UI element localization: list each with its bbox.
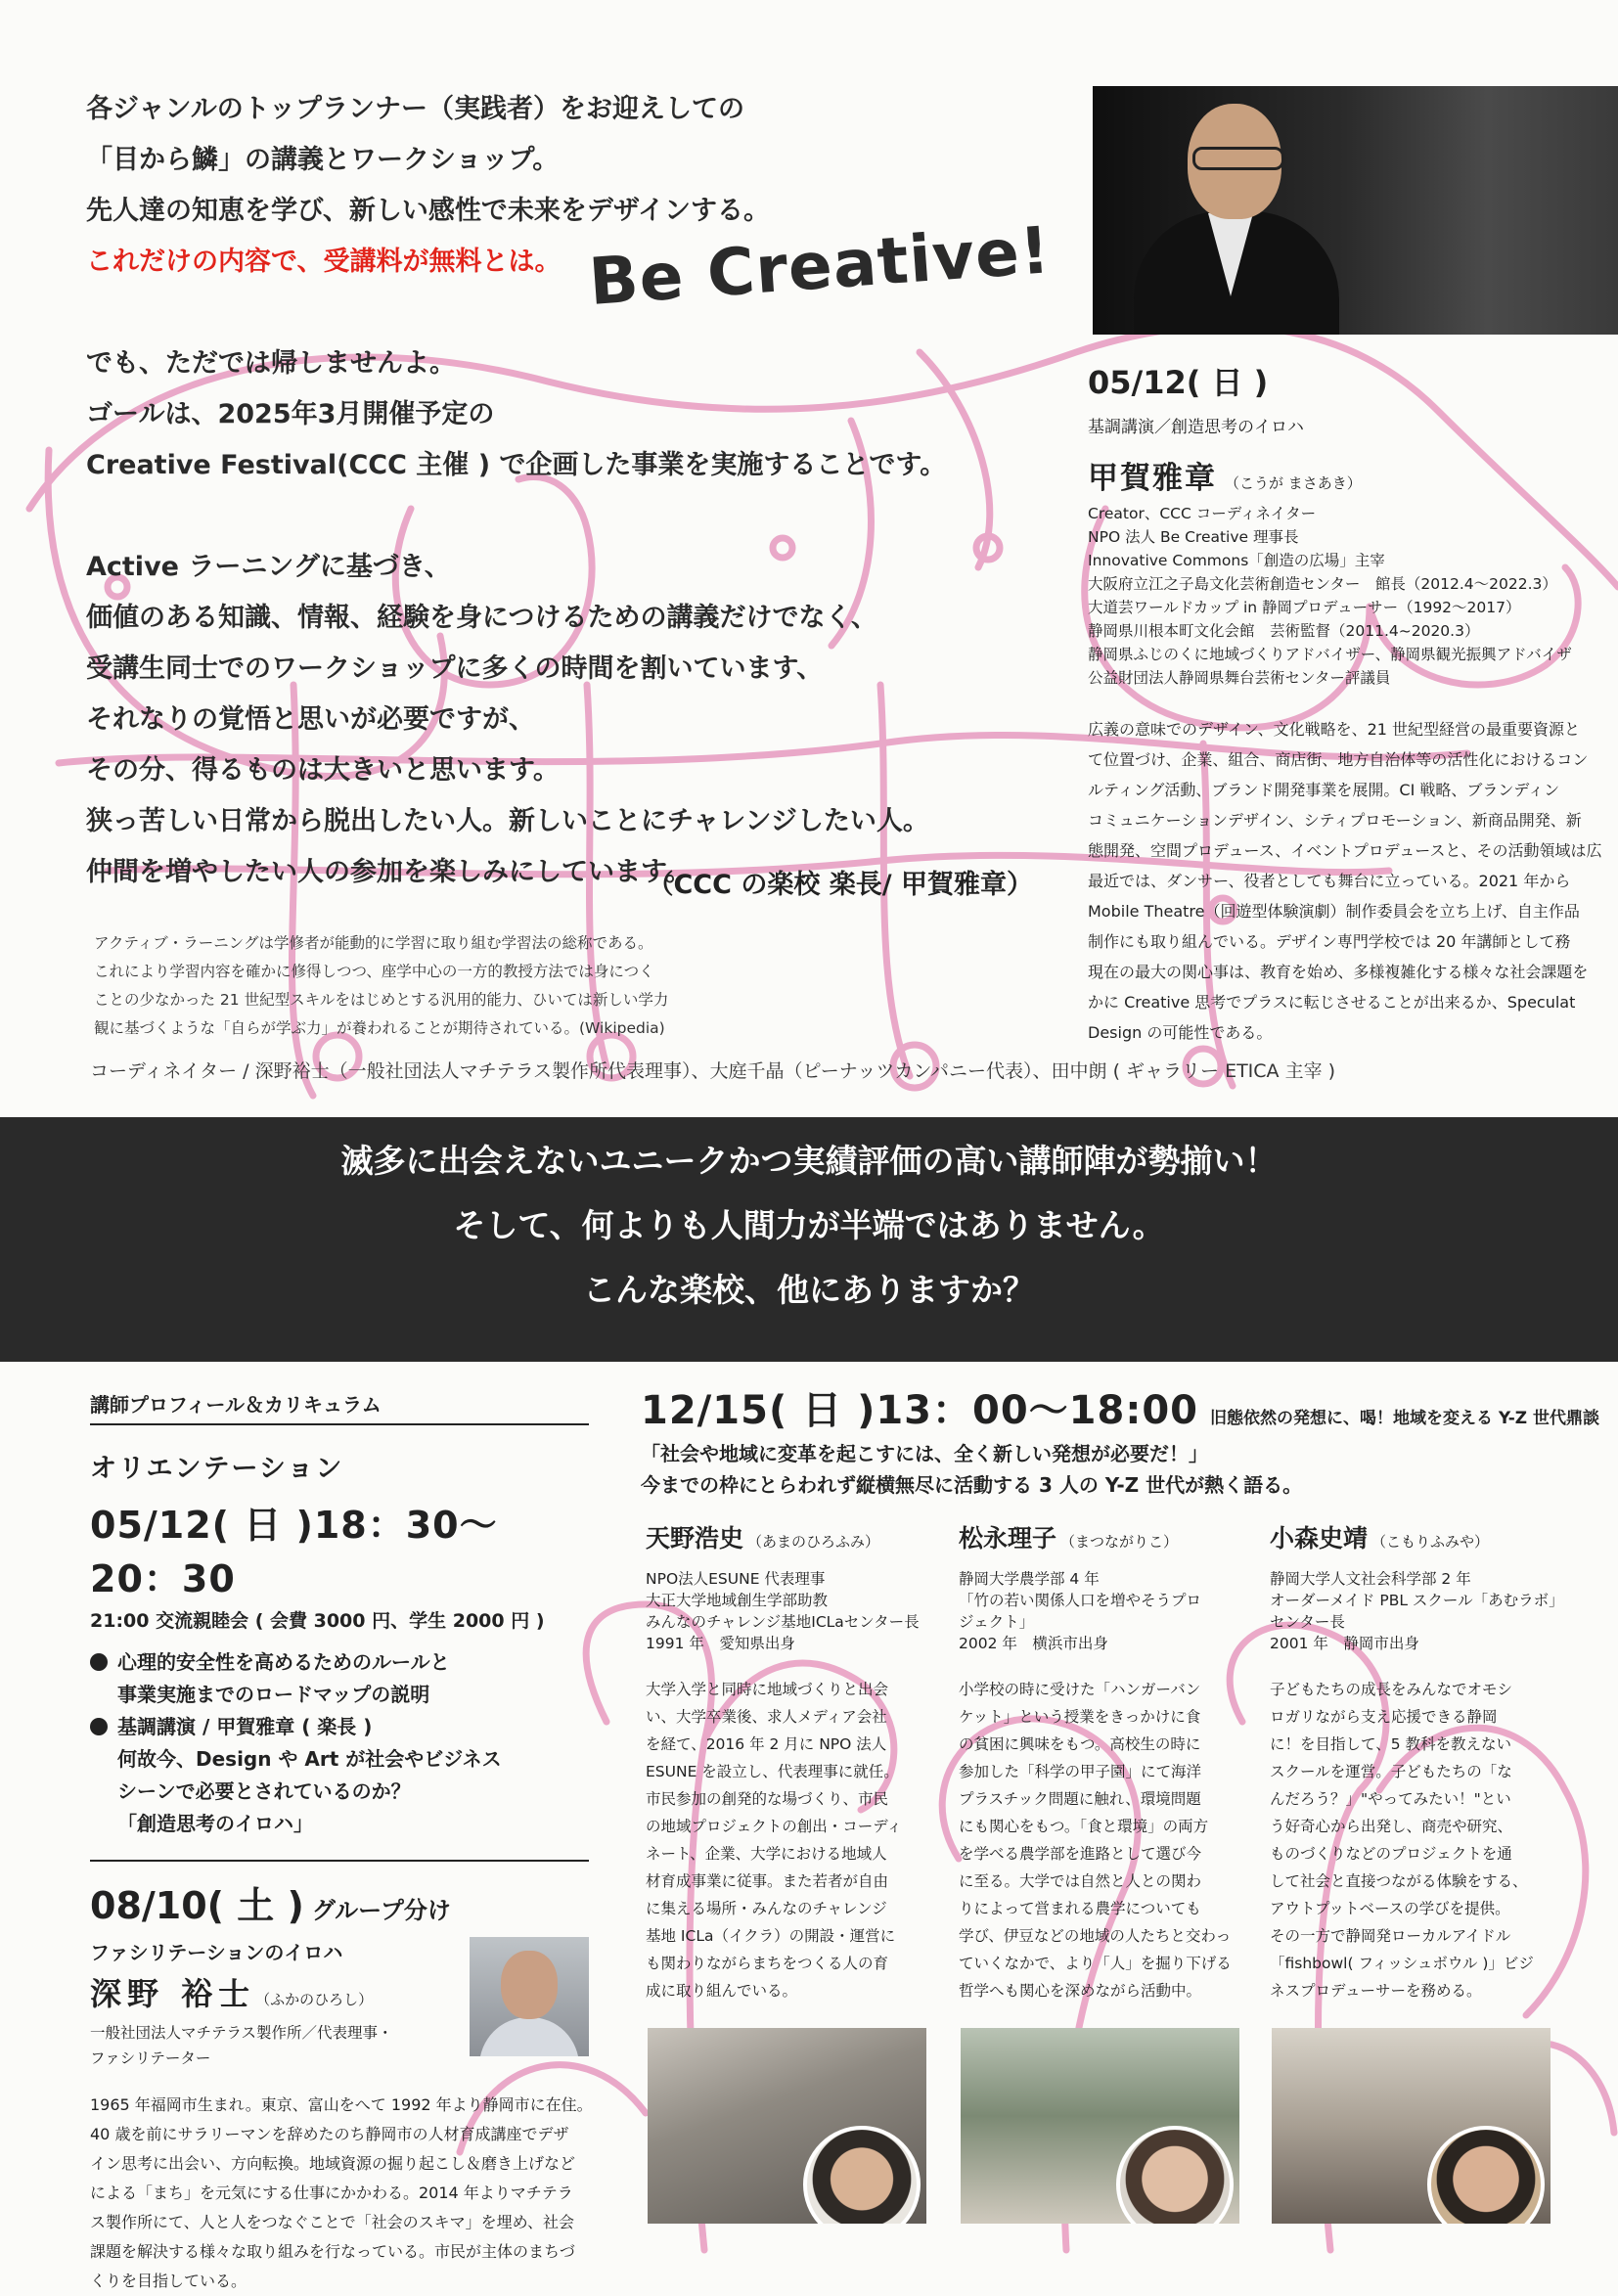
lead-line: 今までの枠にとらわれず縦横無尽に活動する 3 人の Y-Z 世代が熱く語る。 bbox=[641, 1473, 1303, 1497]
bio-line: の貧困に興味をもつ。高校生の時に bbox=[959, 1735, 1201, 1753]
orientation-date: 05/12( 日 )18：30～20：30 bbox=[90, 1504, 498, 1600]
keynote-credentials bbox=[1088, 502, 1618, 690]
group-session-date bbox=[90, 1875, 589, 1929]
panelist-name bbox=[959, 1519, 1242, 1554]
credential-line: 大道芸ワールドカップ in 静岡プロデューサー（1992～2017） bbox=[1088, 599, 1521, 616]
komori-classroom-photo bbox=[1272, 2028, 1551, 2224]
bio-line: その一方で静岡発ローカルアイドル bbox=[1270, 1927, 1511, 1945]
intro-line: 先人達の知恵を学び、新しい感性で未来をデザインする。 bbox=[86, 196, 771, 226]
bio-line: プラスチック問題に触れ、環境問題 bbox=[959, 1790, 1201, 1808]
aff-line: ジェクト」 bbox=[959, 1613, 1035, 1631]
intro-signature: （CCC の楽校 楽長/ 甲賀雅章） bbox=[647, 870, 1033, 900]
keynote-date: 05/12( 日 ) bbox=[1088, 364, 1269, 401]
bio-line: 現在の最大の関心事は、教育を始め、多様複雑化する様々な社会課題を bbox=[1088, 963, 1589, 981]
name-ruby: （まつながりこ） bbox=[1060, 1533, 1179, 1551]
yz-session-date bbox=[641, 1379, 1599, 1435]
name-ruby: （こもりふみや） bbox=[1371, 1533, 1490, 1551]
facilitation-title: ファシリテーションのイロハ bbox=[90, 1941, 343, 1964]
facilitator-name-text: 深野 裕士 bbox=[90, 1975, 256, 2012]
panelist-name bbox=[1270, 1519, 1563, 1554]
panelist-bio bbox=[959, 1676, 1242, 2004]
orientation-agenda bbox=[90, 1646, 589, 1840]
note-line: 観に基づくような「自らが学ぶ力」が養われることが期待されている。(Wikipedia) bbox=[94, 1019, 665, 1037]
bio-line: ESUNE を設立し、代表理事に就任。 bbox=[646, 1763, 899, 1780]
keynote-subtitle: 基調講演／創造思考のイロハ bbox=[1088, 418, 1304, 437]
lead-line: 「社会や地域に変革を起こすには、全く新しい発想が必要だ！」 bbox=[641, 1442, 1208, 1465]
curriculum-column bbox=[90, 1389, 593, 2296]
intro-line: 価値のある知識、情報、経験を身につけるための講義だけでなく、 bbox=[86, 603, 877, 633]
intro-highlight: これだけの内容で、受講料が無料とは。 bbox=[86, 247, 562, 277]
intro-line: 「目から鱗」の講義とワークショップ。 bbox=[86, 145, 560, 175]
facilitator-name bbox=[90, 1969, 470, 2014]
panelist-komori bbox=[1270, 1519, 1563, 2004]
bio-line: ネート、企業、大学における地域人 bbox=[646, 1845, 887, 1863]
note-line: アクティブ・ラーニングは学修者が能動的に学習に取り組む学習法の総称である。 bbox=[94, 934, 653, 952]
bio-line: 小学校の時に受けた「ハンガーバン bbox=[959, 1681, 1201, 1698]
be-creative-heading: Be Creative! bbox=[586, 212, 1054, 320]
keynote-bio bbox=[1088, 714, 1618, 1048]
aff-line: センター長 bbox=[1270, 1613, 1345, 1631]
bio-line: 40 歳を前にサラリーマンを辞めたのち静岡市の人材育成講座でデザ bbox=[90, 2125, 569, 2143]
bio-line: ロガリながら支え応援できる静岡 bbox=[1270, 1708, 1498, 1726]
aff-line: 静岡大学農学部 4 年 bbox=[959, 1570, 1100, 1588]
bio-line: ルティング活動、ブランド開発事業を展開。CI 戦略、ブランディン bbox=[1088, 781, 1560, 799]
bio-line: による「まち」を元気にする仕事にかかわる。2014 年よりマチテラ bbox=[90, 2183, 573, 2202]
banner-line: そして、何よりも人間力が半端ではありません。 bbox=[453, 1206, 1165, 1244]
highlight-banner bbox=[0, 1117, 1618, 1362]
bio-line: う好奇心から出発し、商売や研究、 bbox=[1270, 1818, 1513, 1835]
bio-line: Design の可能性である。 bbox=[1088, 1023, 1273, 1042]
yz-date-text: 12/15( 日 )13：00～18:00 bbox=[641, 1388, 1199, 1433]
intro-line: ゴールは、2025年3月開催予定の bbox=[86, 399, 495, 429]
bio-line: 材育成事業に従事。また若者が自由 bbox=[646, 1872, 889, 1890]
bullet-icon bbox=[90, 1653, 108, 1671]
bio-line: ネスプロデューサーを務める。 bbox=[1270, 1982, 1482, 2000]
name-text: 天野浩史 bbox=[646, 1524, 744, 1553]
note-line: ことの少なかった 21 世紀型スキルをはじめとする汎用的能力、ひいては新しい学力 bbox=[94, 991, 669, 1009]
bio-line: 成に取り組んでいる。 bbox=[646, 1982, 798, 2000]
bio-line: 1965 年福岡市生まれ。東京、富山をへて 1992 年より静岡市に在住。 bbox=[90, 2095, 593, 2114]
curriculum-section-title: 講師プロフィール＆カリキュラム bbox=[90, 1389, 589, 1425]
agenda-subline: シーンで必要とされているのか？ bbox=[117, 1779, 411, 1803]
credential-line: Innovative Commons「創造の広場」主宰 bbox=[1088, 552, 1385, 569]
aff-line: 2001 年 静岡市出身 bbox=[1270, 1635, 1419, 1652]
bio-line: ものづくりなどのプロジェクトを通 bbox=[1270, 1845, 1512, 1863]
intro-line: Active ラーニングに基づき、 bbox=[86, 552, 451, 582]
bio-line: に！を目指して、5 教科を教えない bbox=[1270, 1735, 1511, 1753]
name-text: 小森史靖 bbox=[1270, 1524, 1369, 1553]
bio-line: 市民参加の創発的な場づくり、市民 bbox=[646, 1790, 889, 1808]
orientation-party-note: 21:00 交流親睦会 ( 会費 3000 円、学生 2000 円 ) bbox=[90, 1610, 545, 1632]
intro-line: 仲間を増やしたい人の参加を楽しみにしています。 bbox=[86, 857, 692, 887]
aff-line: みんなのチャレンジ基地ICLaセンター長 bbox=[646, 1613, 920, 1631]
fukano-portrait-photo bbox=[470, 1937, 589, 2056]
bio-line: 基地 ICLa（イクラ）の開設・運営に bbox=[646, 1927, 896, 1945]
bullet-icon bbox=[90, 1718, 108, 1735]
matsunaga-face-photo bbox=[1116, 2126, 1234, 2224]
bio-line: を経て、2016 年 2 月に NPO 法人 bbox=[646, 1735, 887, 1753]
intro-line: 受講生同士でのワークショップに多くの時間を割いています、 bbox=[86, 653, 824, 684]
bio-line: 子どもたちの成長をみんなでオモシ bbox=[1270, 1681, 1513, 1698]
yz-lead bbox=[641, 1438, 1302, 1501]
aff-line: 大正大学地域創生学部助教 bbox=[646, 1592, 829, 1609]
bio-line: も関わりながらまちをつくる人の育 bbox=[646, 1955, 889, 1972]
keynote-speaker-name bbox=[1088, 453, 1362, 497]
credential-line: 公益財団法人静岡県舞台芸術センター評議員 bbox=[1088, 669, 1391, 687]
speaker-ruby: （こうが まさあき） bbox=[1225, 474, 1362, 492]
amano-workshop-photo bbox=[648, 2028, 926, 2224]
kouga-portrait-photo bbox=[1093, 86, 1618, 335]
bio-line: コミュニケーションデザイン、シティプロモーション、新商品開発、新 bbox=[1088, 811, 1582, 830]
credential-line: NPO 法人 Be Creative 理事長 bbox=[1088, 528, 1299, 546]
note-line: これにより学習内容を確かに修得しつつ、座学中心の一方的教授方法では身につく bbox=[94, 963, 654, 980]
agenda-subline: 事業実施までのロードマップの説明 bbox=[117, 1683, 430, 1706]
bio-line: を学べる農学部を進路として選び今 bbox=[959, 1845, 1202, 1863]
speaker-name: 甲賀雅章 bbox=[1088, 461, 1217, 496]
intro-line: 各ジャンルのトップランナー（実践者）をお迎えしての bbox=[86, 94, 744, 124]
bio-line: ス製作所にて、人と人をつなぐことで「社会のスキマ」を埋め、社会 bbox=[90, 2213, 575, 2231]
panelist-affiliation bbox=[959, 1568, 1242, 1654]
name-text: 松永理子 bbox=[959, 1524, 1057, 1553]
bio-line: アウトプットベースの学びを提供。 bbox=[1270, 1900, 1510, 1917]
panelist-amano bbox=[646, 1519, 929, 2004]
intro-line: その分、得るものは大きいと思います。 bbox=[86, 755, 560, 786]
amano-face-photo bbox=[803, 2126, 921, 2224]
bio-line: にも関心をもつ。「食と環境」の両方 bbox=[959, 1818, 1209, 1835]
intro-line: Creative Festival(CCC 主催 ) で企画した事業を実施することです。 bbox=[86, 450, 947, 480]
bio-line: スクールを運営。子どもたちの「な bbox=[1270, 1763, 1512, 1780]
name-ruby: （あまのひろふみ） bbox=[747, 1533, 880, 1551]
credential-line: 大阪府立江之子島文化芸術創造センター 館長（2012.4～2022.3） bbox=[1088, 575, 1557, 593]
intro-line: 狭っ苦しい日常から脱出したい人。新しいことにチャレンジしたい人。 bbox=[86, 806, 929, 836]
panelist-affiliation bbox=[646, 1568, 929, 1654]
facilitator-bio bbox=[90, 2091, 593, 2296]
matsunaga-field-photo bbox=[961, 2028, 1239, 2224]
orientation-heading: オリエンテーション bbox=[90, 1454, 344, 1484]
facilitator-row bbox=[90, 1937, 589, 2071]
agenda-subline: 何故今、Design や Art が社会やビジネス bbox=[117, 1747, 502, 1771]
aff-line: 2002 年 横浜市出身 bbox=[959, 1635, 1108, 1652]
agenda-item: 心理的安全性を高めるためのルールと bbox=[117, 1650, 450, 1674]
panelist-matsunaga bbox=[959, 1519, 1242, 2004]
panelist-bio bbox=[646, 1676, 929, 2004]
role-line: ファシリテーター bbox=[90, 2049, 211, 2067]
intro-line: でも、ただでは帰しませんよ。 bbox=[86, 348, 456, 379]
aff-line: 静岡大学人文社会科学部 2 年 bbox=[1270, 1570, 1471, 1588]
bio-line: して社会と直接つながる体験をする、 bbox=[1270, 1872, 1528, 1890]
bio-line: い、大学卒業後、求人メディア会社 bbox=[646, 1708, 887, 1726]
facilitator-role bbox=[90, 2020, 470, 2071]
bio-line: 学び、伊豆などの地域の人たちと交わっ bbox=[959, 1927, 1232, 1945]
aff-line: 1991 年 愛知県出身 bbox=[646, 1635, 795, 1652]
panelist-bio bbox=[1270, 1676, 1563, 2004]
bio-line: んだろう？」"やってみたい！"とい bbox=[1270, 1790, 1511, 1808]
role-line: 一般社団法人マチテラス製作所／代表理事・ bbox=[90, 2024, 393, 2042]
bio-line: かに Creative 思考でプラスに転じさせることが出来るか、Speculat bbox=[1088, 993, 1576, 1012]
bio-line: ケット」という授業をきっかけに食 bbox=[959, 1708, 1201, 1726]
bio-line: の地域プロジェクトの創出・コーディ bbox=[646, 1818, 902, 1835]
credential-line: 静岡県ふじのくに地域づくりアドバイザー、静岡県観光振興アドバイザ bbox=[1088, 646, 1572, 663]
yz-tagline: 旧態依然の発想に、喝！地域を変える Y-Z 世代鼎談 bbox=[1210, 1409, 1600, 1428]
banner-line: 滅多に出会えないユニークかつ実績評価の高い講師陣が勢揃い！ bbox=[340, 1142, 1278, 1180]
bio-line: 「fishbowl( フィッシュボウル )」ビジ bbox=[1270, 1955, 1534, 1972]
bio-line: て位置づけ、企業、組合、商店街、地方自治体等の活性化におけるコン bbox=[1088, 750, 1589, 769]
credential-line: 静岡県川根本町文化会館 芸術監督（2011.4~2020.3） bbox=[1088, 622, 1480, 640]
bio-line: Mobile Theatre（回遊型体験演劇）制作委員会を立ち上げ、自主作品 bbox=[1088, 902, 1580, 921]
intro-line: それなりの覚悟と思いが必要ですが、 bbox=[86, 704, 535, 735]
bio-line: 課題を解決する様々な取り組みを行なっている。市民が主体のまちづ bbox=[90, 2242, 575, 2261]
bio-line: イン思考に出会い、方向転換。地域資源の掘り起こし＆磨き上げなど bbox=[90, 2154, 576, 2173]
facilitator-ruby: （ふかのひろし） bbox=[255, 1991, 374, 2008]
bio-line: くりを目指している。 bbox=[90, 2272, 247, 2290]
bio-line: 哲学へも関心を深めながら活動中。 bbox=[959, 1982, 1202, 2000]
komori-face-photo bbox=[1427, 2126, 1545, 2224]
credential-line: Creator、CCC コーディネイター bbox=[1088, 505, 1317, 522]
bio-line: ていくなかで、より「人」を掘り下げる bbox=[959, 1955, 1232, 1972]
group-label: グループ分け bbox=[311, 1897, 451, 1924]
bio-line: りによって営まれる農学についても bbox=[959, 1900, 1201, 1917]
bio-line: 制作にも取り組んでいる。デザイン専門学校では 20 年講師として務 bbox=[1088, 932, 1571, 951]
panelist-affiliation bbox=[1270, 1568, 1563, 1654]
bio-line: 態開発、空間プロデュース、イベントプロデュースと、その活動領域は広 bbox=[1088, 841, 1602, 860]
intro-text bbox=[86, 84, 1064, 898]
divider bbox=[90, 1860, 589, 1862]
banner-line: こんな楽校、他にありますか？ bbox=[583, 1271, 1035, 1309]
bio-line: 広義の意味でのデザイン、文化戦略を、21 世紀型経営の最重要資源と bbox=[1088, 720, 1581, 739]
bio-line: 大学入学と同時に地域づくりと出会 bbox=[646, 1681, 889, 1698]
aff-line: NPO法人ESUNE 代表理事 bbox=[646, 1570, 826, 1588]
bio-line: に至る。大学では自然と人との関わ bbox=[959, 1872, 1202, 1890]
agenda-subline: 「創造思考のイロハ」 bbox=[117, 1812, 313, 1835]
bio-line: 参加した「科学の甲子園」にて海洋 bbox=[959, 1763, 1202, 1780]
aff-line: オーダーメイド PBL スクール「あむラボ」 bbox=[1270, 1592, 1564, 1609]
coordinators-line: コーディネイター / 深野裕士（一般社団法人マチテラス製作所代表理事）、大庭千晶（ピーナッツカンパニー代表）、田中朗 ( ギャラリー ETICA 主宰 ) bbox=[90, 1060, 1336, 1082]
bio-line: に集える場所・みんなのチャレンジ bbox=[646, 1900, 887, 1917]
panelist-name bbox=[646, 1519, 929, 1554]
aff-line: 「竹の若い関係人口を増やそうプロ bbox=[959, 1592, 1202, 1609]
bio-line: 最近では、ダンサー、役者としても舞台に立っている。2021 年から bbox=[1088, 872, 1571, 890]
wikipedia-note bbox=[94, 929, 730, 1043]
group-date: 08/10( 土 ) bbox=[90, 1884, 304, 1927]
agenda-item: 基調講演 / 甲賀雅章 ( 楽長 ) bbox=[117, 1715, 373, 1738]
